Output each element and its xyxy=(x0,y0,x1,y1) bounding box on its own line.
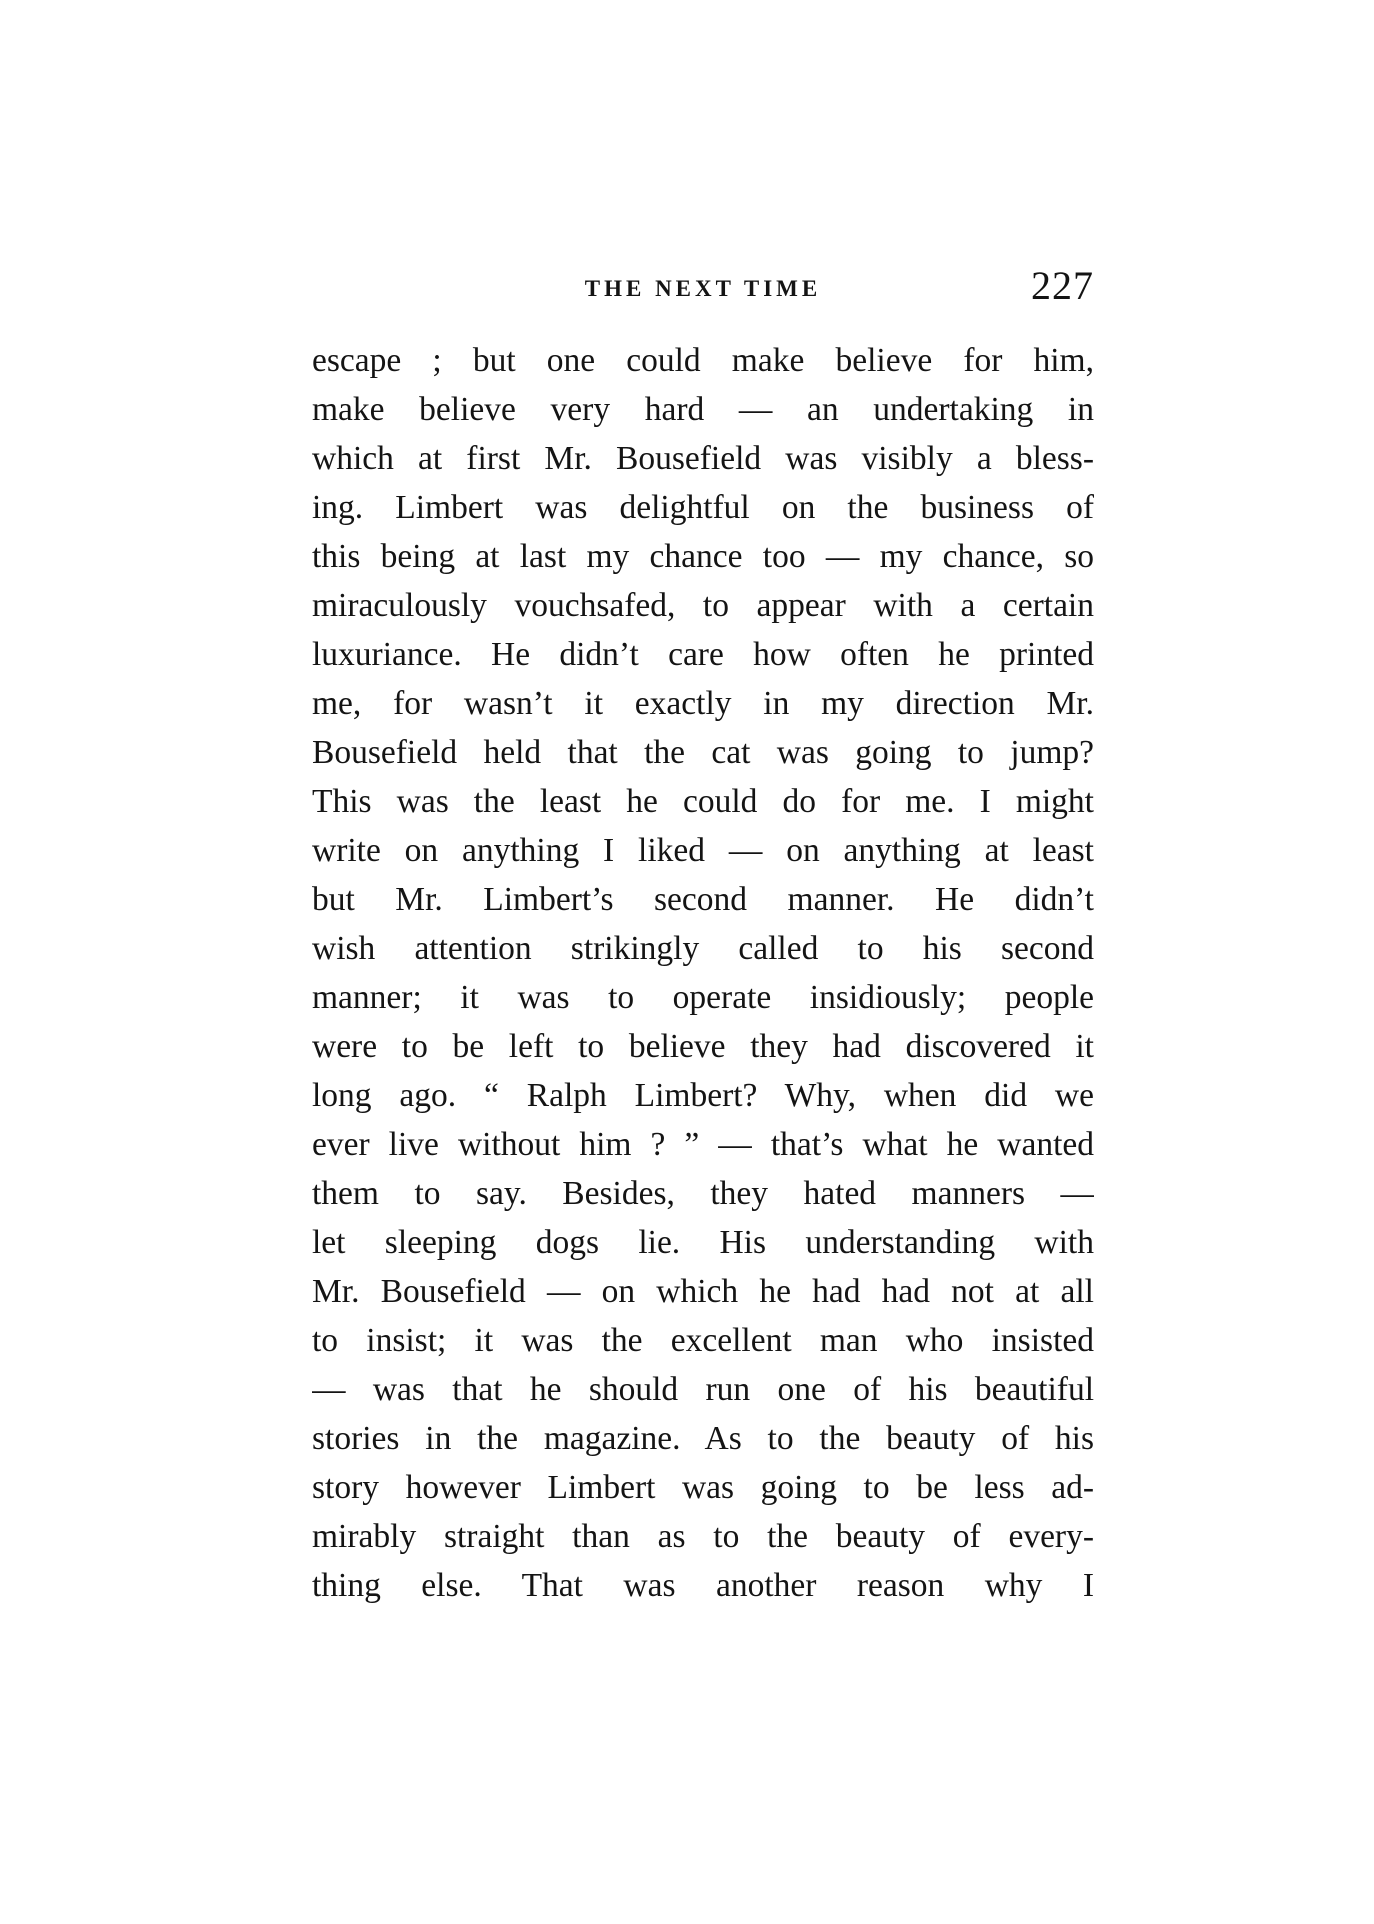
text-line: them to say. Besides, they hated manners — xyxy=(312,1175,1094,1212)
text-line: this being at last my chance too — my chance, so xyxy=(312,538,1094,575)
text-line: ing. Limbert was delightful on the business of xyxy=(312,489,1094,526)
text-line: — was that he should run one of his beautiful xyxy=(312,1371,1094,1408)
text-line: were to be left to believe they had discovered it xyxy=(312,1028,1094,1065)
text-line: luxuriance. He didn’t care how often he printed xyxy=(312,636,1094,673)
text-line: long ago. “ Ralph Limbert? Why, when did we xyxy=(312,1077,1094,1114)
text-line: story however Limbert was going to be less ad- xyxy=(312,1469,1094,1506)
text-line: mirably straight than as to the beauty of every- xyxy=(312,1518,1094,1555)
text-line: Mr. Bousefield — on which he had had not at all xyxy=(312,1273,1094,1310)
text-line: Bousefield held that the cat was going to jump? xyxy=(312,734,1094,771)
text-line: miraculously vouchsafed, to appear with a certain xyxy=(312,587,1094,624)
text-line: escape ; but one could make believe for him, xyxy=(312,342,1094,379)
text-line: manner; it was to operate insidiously; people xyxy=(312,979,1094,1016)
page-number: 227 xyxy=(1031,263,1094,308)
text-line: This was the least he could do for me. I might xyxy=(312,783,1094,820)
text-line: me, for wasn’t it exactly in my direction Mr. xyxy=(312,685,1094,722)
text-line: write on anything I liked — on anything at least xyxy=(312,832,1094,869)
text-line: stories in the magazine. As to the beauty of his xyxy=(312,1420,1094,1457)
text-line: which at first Mr. Bousefield was visibly a bless- xyxy=(312,440,1094,477)
text-line: but Mr. Limbert’s second manner. He didn’t xyxy=(312,881,1094,918)
body-text xyxy=(312,336,1094,1610)
running-head: THE NEXT TIME xyxy=(584,276,822,301)
text-line: ever live without him ? ” — that’s what he wanted xyxy=(312,1126,1094,1163)
text-line: let sleeping dogs lie. His understanding with xyxy=(312,1224,1094,1261)
text-line: make believe very hard — an undertaking in xyxy=(312,391,1094,428)
text-line: wish attention strikingly called to his second xyxy=(312,930,1094,967)
text-line: to insist; it was the excellent man who insisted xyxy=(312,1322,1094,1359)
page-header xyxy=(312,262,1094,312)
text-line: thing else. That was another reason why I xyxy=(312,1567,1094,1604)
